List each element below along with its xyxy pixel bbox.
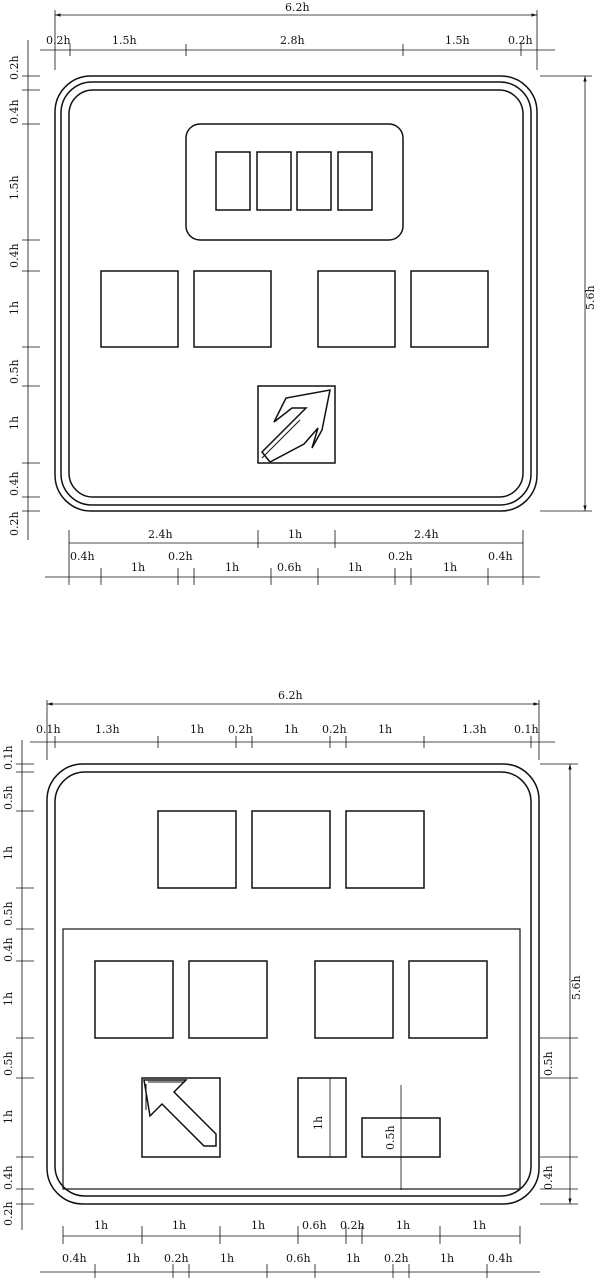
- b-top-dim-7: 1h: [378, 723, 393, 736]
- b-left-dim-3: 1h: [2, 845, 15, 860]
- top-dim-1: 0.2h: [46, 34, 71, 47]
- b-bottom-row1-5: 0.2h: [340, 1219, 365, 1232]
- top-height-label: 5.6h: [584, 285, 597, 310]
- bottom-dimension-lines: [16, 700, 578, 1278]
- upper-symbol-box-3: [346, 811, 424, 888]
- sign2-outer-border: [47, 764, 539, 1204]
- b-left-dim-5: 0.4h: [2, 937, 15, 962]
- bottom-row2-lower-1: 1h: [131, 561, 146, 574]
- symbol-box-4: [411, 271, 488, 347]
- left-dim-6: 0.5h: [8, 359, 21, 384]
- sign-middle-border: [61, 82, 531, 505]
- bottom-dimension-labels: [2, 689, 583, 1265]
- b-bottom-row1-6: 1h: [396, 1219, 411, 1232]
- top-dim-4: 1.5h: [445, 34, 470, 47]
- left-dim-3: 1.5h: [8, 175, 21, 200]
- left-dim-7: 1h: [8, 415, 21, 430]
- b-bottom-row2-1: 0.4h: [62, 1252, 87, 1265]
- panel-symbol-box-3: [315, 961, 393, 1038]
- b-left-dim-1: 0.1h: [2, 745, 15, 770]
- b-top-dim-4: 0.2h: [228, 723, 253, 736]
- panel-symbol-box-2: [189, 961, 267, 1038]
- b-bottom-row2-2: 1h: [126, 1252, 141, 1265]
- bottom-row2-lower-3: 0.6h: [277, 561, 302, 574]
- upper-symbol-box-1: [158, 811, 236, 888]
- bottom-row2-lower-2: 1h: [225, 561, 240, 574]
- left-dim-1: 0.2h: [8, 55, 21, 80]
- sign-diagram-bottom: [47, 764, 539, 1204]
- bottom-row2-upper-3: 0.2h: [388, 550, 413, 563]
- digit-box-1: [216, 152, 250, 210]
- b-bottom-row2-8: 1h: [440, 1252, 455, 1265]
- b-bottom-row1-4: 0.6h: [302, 1219, 327, 1232]
- diagonal-arrow-top: [262, 390, 330, 462]
- bottom-height-label: 5.6h: [570, 975, 583, 1000]
- sign2-inner-border: [55, 772, 531, 1196]
- b-left-dim-8: 1h: [2, 1109, 15, 1124]
- b-bottom-row2-3: 0.2h: [164, 1252, 189, 1265]
- lower-panel: [63, 929, 520, 1189]
- panel-symbol-box-1: [95, 961, 173, 1038]
- b-top-dim-8: 1.3h: [462, 723, 487, 736]
- b-left-dim-4: 0.5h: [2, 901, 15, 926]
- b-left-dim-7: 0.5h: [2, 1051, 15, 1076]
- wide-box-dim: 0.5h: [384, 1125, 397, 1150]
- symbol-box-2: [194, 271, 271, 347]
- sign-outer-border: [55, 76, 537, 511]
- b-bottom-row2-7: 0.2h: [384, 1252, 409, 1265]
- sign-inner-border: [69, 90, 523, 497]
- top-dim-5: 0.2h: [508, 34, 533, 47]
- bottom-row1-dim-1: 2.4h: [148, 528, 173, 541]
- b-bottom-row2-9: 0.4h: [488, 1252, 513, 1265]
- b-bottom-row1-3: 1h: [251, 1219, 266, 1232]
- left-dim-4: 0.4h: [8, 243, 21, 268]
- top-width-label: 6.2h: [285, 1, 310, 14]
- b-top-dim-2: 1.3h: [95, 723, 120, 736]
- top-dimension-lines: [22, 10, 592, 585]
- left-dim-5: 1h: [8, 300, 21, 315]
- bottom-row1-dim-3: 2.4h: [414, 528, 439, 541]
- bottom-row2-lower-4: 1h: [348, 561, 363, 574]
- b-top-dim-1: 0.1h: [36, 723, 61, 736]
- b-bottom-row2-5: 0.6h: [286, 1252, 311, 1265]
- arrow-box-bottom: [142, 1078, 220, 1157]
- b-right-dim-1: 0.5h: [542, 1051, 555, 1076]
- b-bottom-row2-4: 1h: [220, 1252, 235, 1265]
- b-left-dim-6: 1h: [2, 991, 15, 1006]
- bottom-width-label: 6.2h: [278, 689, 303, 702]
- b-bottom-row2-6: 1h: [346, 1252, 361, 1265]
- b-top-dim-9: 0.1h: [514, 723, 539, 736]
- digit-box-4: [338, 152, 372, 210]
- bottom-row2-upper-1: 0.4h: [70, 550, 95, 563]
- upper-symbol-box-2: [252, 811, 330, 888]
- top-dim-2: 1.5h: [112, 34, 137, 47]
- b-top-dim-3: 1h: [190, 723, 205, 736]
- bottom-row2-upper-2: 0.2h: [168, 550, 193, 563]
- symbol-box-1: [101, 271, 178, 347]
- bottom-row2-lower-5: 1h: [443, 561, 458, 574]
- left-dim-2: 0.4h: [8, 99, 21, 124]
- b-top-dim-6: 0.2h: [322, 723, 347, 736]
- bottom-row1-dim-2: 1h: [288, 528, 303, 541]
- sign-diagram-top: [55, 76, 537, 511]
- digit-box-2: [257, 152, 291, 210]
- b-left-dim-9: 0.4h: [2, 1165, 15, 1190]
- bottom-row2-upper-4: 0.4h: [488, 550, 513, 563]
- b-right-dim-2: 0.4h: [542, 1165, 555, 1190]
- b-bottom-row1-7: 1h: [472, 1219, 487, 1232]
- top-dimension-labels: [8, 1, 597, 574]
- tall-box-dim: 1h: [312, 1115, 325, 1130]
- left-dim-9: 0.2h: [8, 511, 21, 536]
- diagonal-arrow-bottom: [144, 1080, 216, 1146]
- digit-box-3: [297, 152, 331, 210]
- b-bottom-row1-2: 1h: [172, 1219, 187, 1232]
- b-top-dim-5: 1h: [284, 723, 299, 736]
- b-left-dim-2: 0.5h: [2, 785, 15, 810]
- b-bottom-row1-1: 1h: [94, 1219, 109, 1232]
- panel-symbol-box-4: [409, 961, 487, 1038]
- symbol-box-3: [318, 271, 395, 347]
- top-dim-3: 2.8h: [280, 34, 305, 47]
- left-dim-8: 0.4h: [8, 471, 21, 496]
- b-left-dim-10: 0.2h: [2, 1201, 15, 1226]
- top-box-panel: [186, 124, 403, 240]
